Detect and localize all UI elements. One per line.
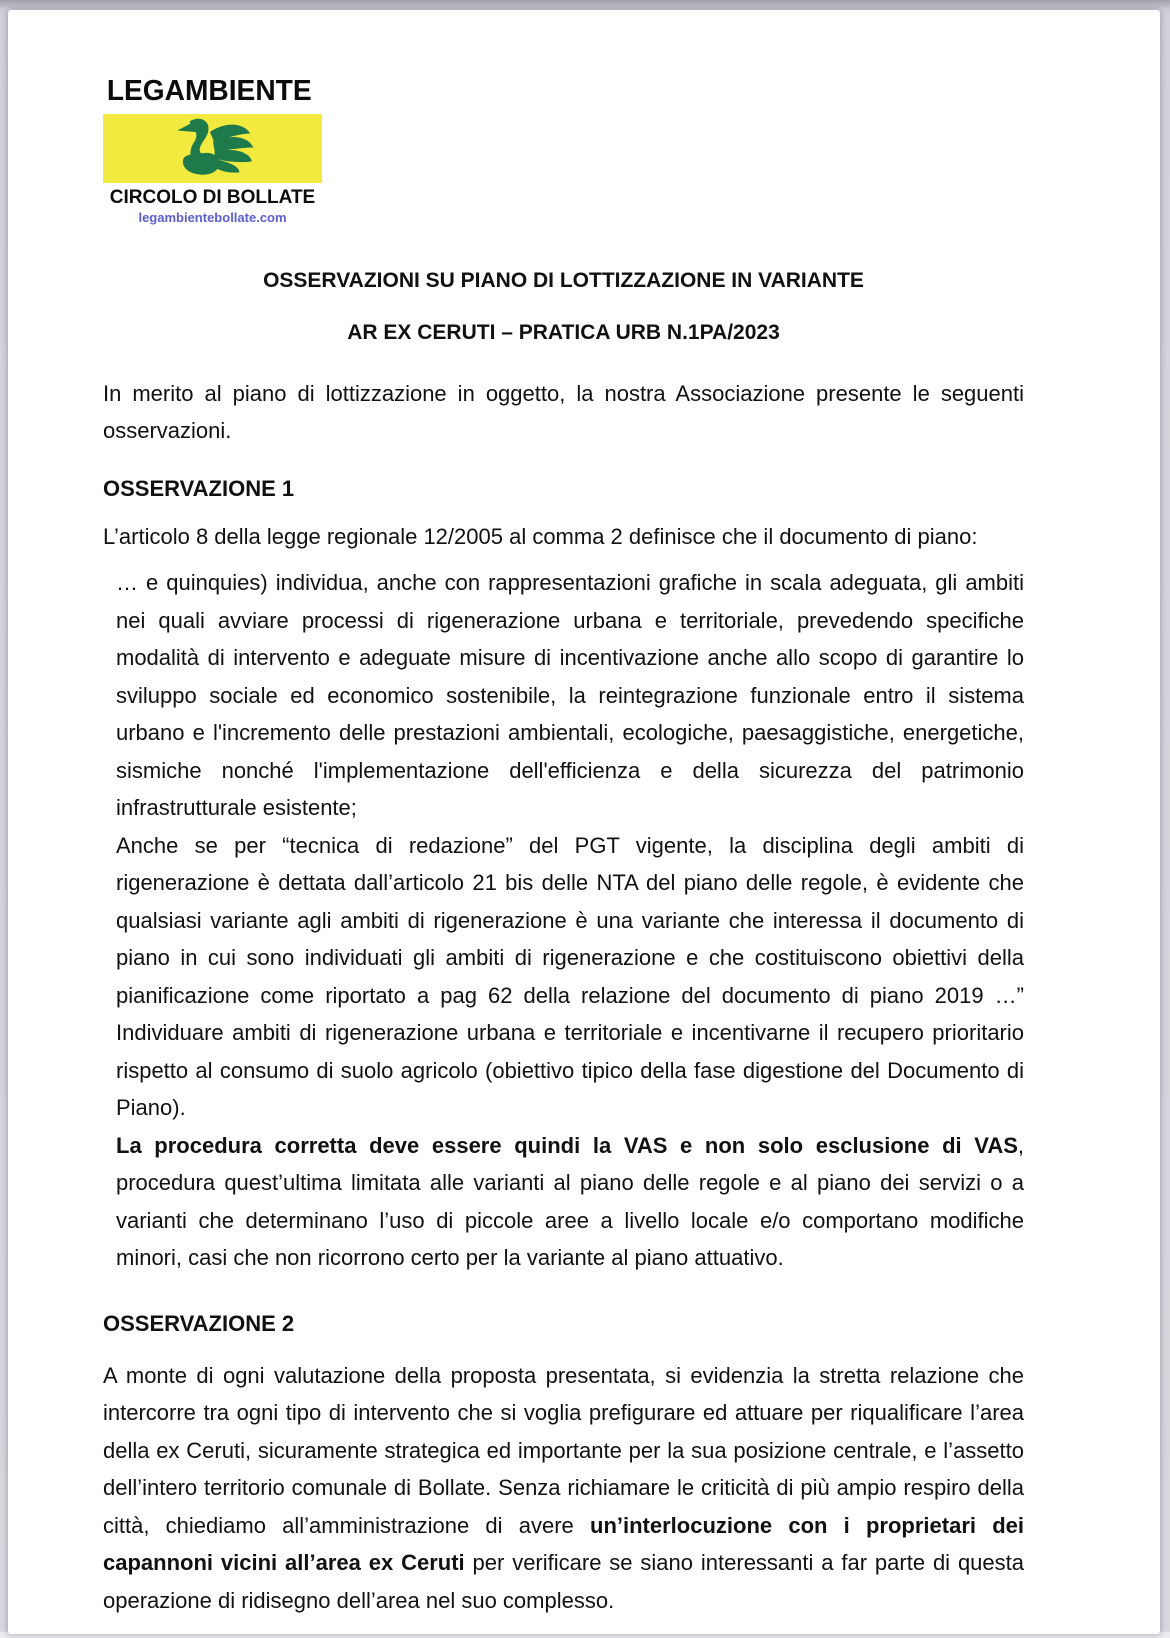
section1-conclusion-paragraph — [116, 1127, 1024, 1277]
document-content — [103, 10, 1024, 1619]
document-page — [8, 10, 1160, 1634]
section1-body — [116, 564, 1024, 1277]
doc-title-line2: AR EX CERUTI – PRATICA URB N.1PA/2023 — [347, 320, 780, 344]
section1-comment-paragraph: Anche se per “tecnica di redazione” del PGT vigente, la disciplina degli ambiti di rigenerazione è dettata dall’articolo 21 bis delle NTA del piano delle regole, è evidente che qualsiasi variante agli ambiti di rigenerazione è una variante che interessa il documento di piano in cui sono individuati gli ambiti di rigenerazione e che costituiscono obiettivi della pianificazione come riportato a pag 62 della relazione del documento di piano 2019 …” Individuare ambiti di rigenerazione urbana e territoriale e incentivarne il recupero prioritario rispetto al consumo di suolo agricolo (obiettivo tipico della fase digestione del Documento di Piano). — [116, 832, 1024, 1121]
swan-icon — [165, 115, 261, 182]
section1-after-bold: , procedura quest’ultima limitata alle varianti al piano delle regole e al piano dei servizi o a varianti che determinano l’uso di piccole aree a livello locale e/o comportano modifiche minori, casi che non ricorrono certo per la variante al piano attuativo. — [116, 1132, 1024, 1271]
viewer-top-edge — [0, 0, 1170, 10]
section1-heading: OSSERVAZIONE 1 — [103, 475, 295, 501]
section2-bold-span: un’interlocuzione con i proprietari dei capannoni vicini all’area ex Ceruti — [103, 1512, 1024, 1576]
intro-paragraph: In merito al piano di lottizzazione in oggetto, la nostra Associazione presente le seguenti osservazioni. — [103, 380, 1024, 444]
logo-circle-text: CIRCOLO DI BOLLATE — [109, 186, 316, 208]
section2-heading: OSSERVAZIONE 2 — [103, 1310, 295, 1336]
section1-quote-paragraph: … e quinquies) individua, anche con rappresentazioni grafiche in scala adeguata, gli ambiti nei quali avviare processi di rigenerazione urbana e territoriale, prevedendo specifiche modalità di intervento e adeguate misure di incentivazione anche allo scopo di garantire lo sviluppo sociale ed economico sostenibile, la reintegrazione funzionale entro il sistema urbano e l'incremento delle prestazioni ambientali, ecologiche, paesaggistiche, energetiche, sismiche nonché l'implementazione dell'efficienza e della sicurezza del patrimonio infrastrutturale esistente; — [116, 570, 1024, 821]
doc-title-line1: OSSERVAZIONI SU PIANO DI LOTTIZZAZIONE IN VARIANTE — [263, 268, 864, 292]
section2-para-end: per verificare se siano interessanti a far parte di questa operazione di ridisegno dell’area nel suo complesso. — [103, 1550, 1025, 1613]
legambiente-logo — [103, 76, 322, 225]
logo-brand-text: LEGAMBIENTE — [106, 75, 312, 107]
logo-website-text: legambientebollate.com — [138, 209, 287, 225]
section2-paragraph — [103, 1357, 1024, 1620]
section1-bold-statement: La procedura corretta deve essere quindi la VAS e non solo esclusione di VAS — [116, 1132, 1018, 1158]
logo-yellow-box — [103, 114, 322, 183]
section1-lead: L’articolo 8 della legge regionale 12/2005 al comma 2 definisce che il documento di piano: — [103, 523, 978, 549]
section2-para-start: A monte di ogni valutazione della proposta presentata, si evidenzia la stretta relazione che intercorre tra ogni tipo di intervento che si voglia prefigurare ed attuare per riqualificare l’area della ex Ceruti, sicuramente strategica ed importante per la sua posizione centrale, e l’assetto dell’intero territorio comunale di Bollate. Senza richiamare le criticità di più ampio respiro della città, chiediamo all’amministrazione di avere — [103, 1362, 1024, 1538]
